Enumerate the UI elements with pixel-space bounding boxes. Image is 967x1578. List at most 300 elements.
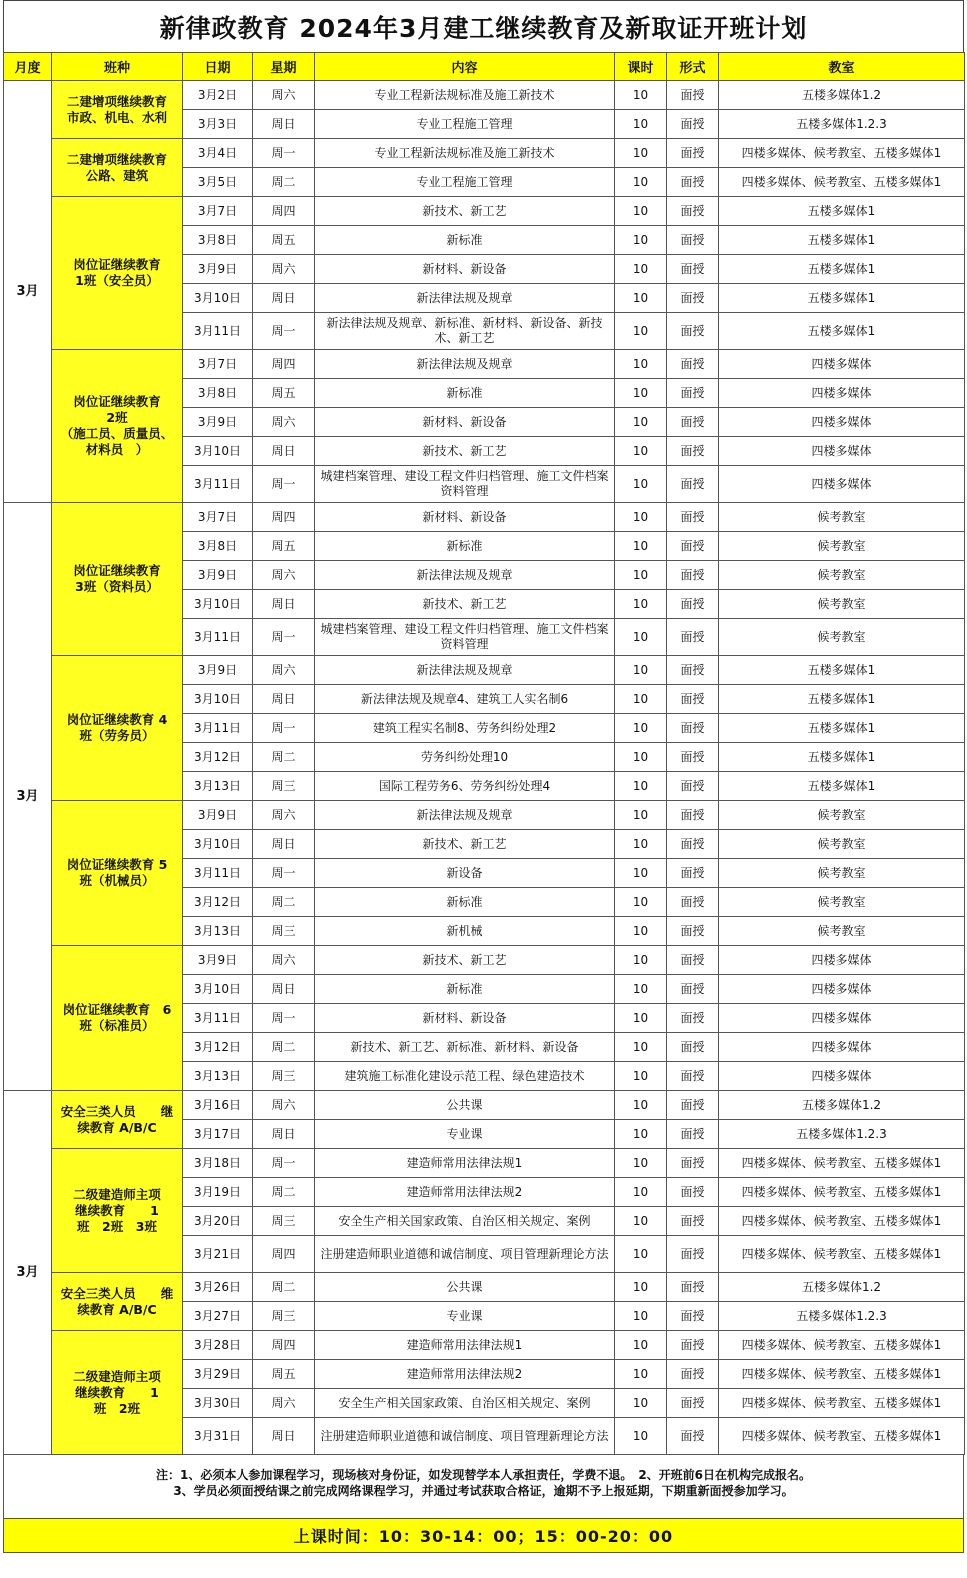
hours-cell: 10 xyxy=(615,1236,667,1273)
date-cell: 3月9日 xyxy=(183,561,253,590)
date-cell: 3月28日 xyxy=(183,1331,253,1360)
format-cell: 面授 xyxy=(667,1033,719,1062)
class-type-cell: 二建增项继续教育 公路、建筑 xyxy=(52,139,183,197)
format-cell: 面授 xyxy=(667,503,719,532)
classroom-cell: 四楼多媒体、候考教室、五楼多媒体1 xyxy=(719,1389,965,1418)
weekday-cell: 周五 xyxy=(253,379,315,408)
weekday-cell: 周二 xyxy=(253,743,315,772)
hours-cell: 10 xyxy=(615,714,667,743)
content-cell: 专业工程施工管理 xyxy=(315,168,615,197)
format-cell: 面授 xyxy=(667,1360,719,1389)
col-header-class: 班种 xyxy=(52,53,183,81)
format-cell: 面授 xyxy=(667,685,719,714)
class-type-cell: 二级建造师主项 继续教育 1 班 2班 xyxy=(52,1331,183,1455)
weekday-cell: 周六 xyxy=(253,255,315,284)
date-cell: 3月12日 xyxy=(183,1033,253,1062)
date-cell: 3月29日 xyxy=(183,1360,253,1389)
hours-cell: 10 xyxy=(615,917,667,946)
date-cell: 3月11日 xyxy=(183,619,253,656)
hours-cell: 10 xyxy=(615,1389,667,1418)
date-cell: 3月9日 xyxy=(183,946,253,975)
date-cell: 3月19日 xyxy=(183,1178,253,1207)
classroom-cell: 候考教室 xyxy=(719,917,965,946)
format-cell: 面授 xyxy=(667,532,719,561)
date-cell: 3月11日 xyxy=(183,313,253,350)
class-type-cell: 岗位证继续教育 1班（安全员） xyxy=(52,197,183,350)
table-row xyxy=(4,1331,965,1360)
content-cell: 新材料、新设备 xyxy=(315,1004,615,1033)
date-cell: 3月10日 xyxy=(183,685,253,714)
col-header-content: 内容 xyxy=(315,53,615,81)
content-cell: 新法律法规及规章、新标准、新材料、新设备、新技术、新工艺 xyxy=(315,313,615,350)
hours-cell: 10 xyxy=(615,197,667,226)
content-cell: 新机械 xyxy=(315,917,615,946)
classroom-cell: 候考教室 xyxy=(719,532,965,561)
classroom-cell: 四楼多媒体、候考教室、五楼多媒体1 xyxy=(719,1360,965,1389)
schedule-page xyxy=(3,0,964,1553)
content-cell: 建造师常用法律法规1 xyxy=(315,1331,615,1360)
format-cell: 面授 xyxy=(667,656,719,685)
format-cell: 面授 xyxy=(667,1062,719,1091)
format-cell: 面授 xyxy=(667,1120,719,1149)
date-cell: 3月9日 xyxy=(183,801,253,830)
date-cell: 3月31日 xyxy=(183,1418,253,1455)
classroom-cell: 四楼多媒体 xyxy=(719,946,965,975)
content-cell: 新材料、新设备 xyxy=(315,255,615,284)
weekday-cell: 周四 xyxy=(253,1236,315,1273)
content-cell: 新技术、新工艺 xyxy=(315,197,615,226)
content-cell: 公共课 xyxy=(315,1091,615,1120)
weekday-cell: 周一 xyxy=(253,619,315,656)
table-row xyxy=(4,1091,965,1120)
class-type-cell: 岗位证继续教育 2班 （施工员、质量员、 材料员 ） xyxy=(52,350,183,503)
date-cell: 3月10日 xyxy=(183,590,253,619)
format-cell: 面授 xyxy=(667,917,719,946)
weekday-cell: 周四 xyxy=(253,503,315,532)
classroom-cell: 四楼多媒体、候考教室、五楼多媒体1 xyxy=(719,1207,965,1236)
date-cell: 3月10日 xyxy=(183,437,253,466)
date-cell: 3月11日 xyxy=(183,1004,253,1033)
content-cell: 新材料、新设备 xyxy=(315,503,615,532)
month-cell: 3月 xyxy=(4,503,52,1091)
weekday-cell: 周六 xyxy=(253,1091,315,1120)
class-type-cell: 安全三类人员 维 续教育 A/B/C xyxy=(52,1273,183,1331)
weekday-cell: 周六 xyxy=(253,656,315,685)
format-cell: 面授 xyxy=(667,801,719,830)
table-row xyxy=(4,801,965,830)
col-header-weekday: 星期 xyxy=(253,53,315,81)
classroom-cell: 候考教室 xyxy=(719,859,965,888)
format-cell: 面授 xyxy=(667,437,719,466)
classroom-cell: 五楼多媒体1.2 xyxy=(719,1273,965,1302)
table-row xyxy=(4,350,965,379)
hours-cell: 10 xyxy=(615,1178,667,1207)
classroom-cell: 四楼多媒体、候考教室、五楼多媒体1 xyxy=(719,1331,965,1360)
content-cell: 新标准 xyxy=(315,379,615,408)
content-cell: 注册建造师职业道德和诚信制度、项目管理新理论方法 xyxy=(315,1418,615,1455)
date-cell: 3月26日 xyxy=(183,1273,253,1302)
date-cell: 3月8日 xyxy=(183,532,253,561)
hours-cell: 10 xyxy=(615,139,667,168)
format-cell: 面授 xyxy=(667,561,719,590)
classroom-cell: 四楼多媒体 xyxy=(719,350,965,379)
format-cell: 面授 xyxy=(667,350,719,379)
weekday-cell: 周五 xyxy=(253,226,315,255)
format-cell: 面授 xyxy=(667,168,719,197)
date-cell: 3月10日 xyxy=(183,830,253,859)
content-cell: 建造师常用法律法规2 xyxy=(315,1178,615,1207)
format-cell: 面授 xyxy=(667,1236,719,1273)
weekday-cell: 周一 xyxy=(253,139,315,168)
classroom-cell: 五楼多媒体1.2.3 xyxy=(719,1120,965,1149)
format-cell: 面授 xyxy=(667,888,719,917)
format-cell: 面授 xyxy=(667,110,719,139)
hours-cell: 10 xyxy=(615,561,667,590)
content-cell: 新技术、新工艺、新标准、新材料、新设备 xyxy=(315,1033,615,1062)
content-cell: 新技术、新工艺 xyxy=(315,590,615,619)
hours-cell: 10 xyxy=(615,685,667,714)
hours-cell: 10 xyxy=(615,1091,667,1120)
content-cell: 新法律法规及规章 xyxy=(315,656,615,685)
format-cell: 面授 xyxy=(667,1149,719,1178)
hours-cell: 10 xyxy=(615,1120,667,1149)
classroom-cell: 候考教室 xyxy=(719,801,965,830)
classroom-cell: 四楼多媒体 xyxy=(719,379,965,408)
class-type-cell: 岗位证继续教育 6 班（标准员） xyxy=(52,946,183,1091)
content-cell: 建筑工程实名制8、劳务纠纷处理2 xyxy=(315,714,615,743)
weekday-cell: 周日 xyxy=(253,975,315,1004)
class-type-cell: 二建增项继续教育 市政、机电、水利 xyxy=(52,81,183,139)
format-cell: 面授 xyxy=(667,81,719,110)
content-cell: 新标准 xyxy=(315,226,615,255)
classroom-cell: 五楼多媒体1 xyxy=(719,772,965,801)
content-cell: 新法律法规及规章 xyxy=(315,801,615,830)
weekday-cell: 周日 xyxy=(253,685,315,714)
classroom-cell: 五楼多媒体1.2 xyxy=(719,1091,965,1120)
table-row xyxy=(4,656,965,685)
content-cell: 专业课 xyxy=(315,1120,615,1149)
class-type-cell: 岗位证继续教育 3班（资料员） xyxy=(52,503,183,656)
date-cell: 3月20日 xyxy=(183,1207,253,1236)
classroom-cell: 四楼多媒体、候考教室、五楼多媒体1 xyxy=(719,1236,965,1273)
format-cell: 面授 xyxy=(667,743,719,772)
weekday-cell: 周一 xyxy=(253,859,315,888)
classroom-cell: 四楼多媒体 xyxy=(719,1062,965,1091)
classroom-cell: 四楼多媒体 xyxy=(719,466,965,503)
table-row xyxy=(4,946,965,975)
hours-cell: 10 xyxy=(615,830,667,859)
format-cell: 面授 xyxy=(667,830,719,859)
content-cell: 新标准 xyxy=(315,532,615,561)
date-cell: 3月9日 xyxy=(183,656,253,685)
table-row xyxy=(4,139,965,168)
weekday-cell: 周一 xyxy=(253,1149,315,1178)
date-cell: 3月11日 xyxy=(183,859,253,888)
weekday-cell: 周四 xyxy=(253,197,315,226)
date-cell: 3月18日 xyxy=(183,1149,253,1178)
hours-cell: 10 xyxy=(615,801,667,830)
format-cell: 面授 xyxy=(667,139,719,168)
table-row xyxy=(4,503,965,532)
note-line-1: 注：1、必须本人参加课程学习，现场核对身份证，如发现替学本人承担责任，学费不退。 2、开班前6日在机构完成报名。 xyxy=(155,1468,812,1482)
date-cell: 3月11日 xyxy=(183,466,253,503)
weekday-cell: 周二 xyxy=(253,1273,315,1302)
format-cell: 面授 xyxy=(667,197,719,226)
hours-cell: 10 xyxy=(615,859,667,888)
classroom-cell: 五楼多媒体1 xyxy=(719,685,965,714)
classroom-cell: 候考教室 xyxy=(719,619,965,656)
hours-cell: 10 xyxy=(615,1062,667,1091)
format-cell: 面授 xyxy=(667,1331,719,1360)
format-cell: 面授 xyxy=(667,714,719,743)
class-type-cell: 岗位证继续教育 5 班（机械员） xyxy=(52,801,183,946)
classroom-cell: 四楼多媒体 xyxy=(719,408,965,437)
weekday-cell: 周三 xyxy=(253,917,315,946)
class-type-cell: 安全三类人员 继 续教育 A/B/C xyxy=(52,1091,183,1149)
date-cell: 3月7日 xyxy=(183,350,253,379)
classroom-cell: 候考教室 xyxy=(719,590,965,619)
hours-cell: 10 xyxy=(615,946,667,975)
classroom-cell: 四楼多媒体、候考教室、五楼多媒体1 xyxy=(719,1178,965,1207)
hours-cell: 10 xyxy=(615,532,667,561)
format-cell: 面授 xyxy=(667,590,719,619)
classroom-cell: 五楼多媒体1 xyxy=(719,743,965,772)
notes-section xyxy=(3,1455,964,1519)
content-cell: 城建档案管理、建设工程文件归档管理、施工文件档案资料管理 xyxy=(315,466,615,503)
date-cell: 3月10日 xyxy=(183,284,253,313)
month-cell: 3月 xyxy=(4,1091,52,1455)
weekday-cell: 周五 xyxy=(253,532,315,561)
hours-cell: 10 xyxy=(615,590,667,619)
header-row xyxy=(4,53,965,81)
content-cell: 新法律法规及规章 xyxy=(315,561,615,590)
classroom-cell: 五楼多媒体1.2 xyxy=(719,81,965,110)
classroom-cell: 五楼多媒体1 xyxy=(719,714,965,743)
weekday-cell: 周三 xyxy=(253,772,315,801)
format-cell: 面授 xyxy=(667,619,719,656)
format-cell: 面授 xyxy=(667,946,719,975)
weekday-cell: 周日 xyxy=(253,437,315,466)
weekday-cell: 周六 xyxy=(253,408,315,437)
col-header-month: 月度 xyxy=(4,53,52,81)
hours-cell: 10 xyxy=(615,168,667,197)
format-cell: 面授 xyxy=(667,379,719,408)
content-cell: 公共课 xyxy=(315,1273,615,1302)
date-cell: 3月7日 xyxy=(183,503,253,532)
classroom-cell: 四楼多媒体 xyxy=(719,437,965,466)
content-cell: 城建档案管理、建设工程文件归档管理、施工文件档案资料管理 xyxy=(315,619,615,656)
table-row xyxy=(4,197,965,226)
format-cell: 面授 xyxy=(667,466,719,503)
content-cell: 新技术、新工艺 xyxy=(315,946,615,975)
content-cell: 新法律法规及规章 xyxy=(315,350,615,379)
date-cell: 3月30日 xyxy=(183,1389,253,1418)
content-cell: 安全生产相关国家政策、自治区相关规定、案例 xyxy=(315,1389,615,1418)
schedule-body xyxy=(4,81,965,1455)
content-cell: 建筑施工标准化建设示范工程、绿色建造技术 xyxy=(315,1062,615,1091)
hours-cell: 10 xyxy=(615,743,667,772)
hours-cell: 10 xyxy=(615,772,667,801)
classroom-cell: 候考教室 xyxy=(719,888,965,917)
classroom-cell: 五楼多媒体1 xyxy=(719,656,965,685)
classroom-cell: 候考教室 xyxy=(719,561,965,590)
page-title: 新律政教育 2024年3月建工继续教育及新取证开班计划 xyxy=(3,0,964,52)
col-header-date: 日期 xyxy=(183,53,253,81)
weekday-cell: 周六 xyxy=(253,801,315,830)
hours-cell: 10 xyxy=(615,1207,667,1236)
weekday-cell: 周三 xyxy=(253,1302,315,1331)
classroom-cell: 四楼多媒体、候考教室、五楼多媒体1 xyxy=(719,1418,965,1455)
hours-cell: 10 xyxy=(615,656,667,685)
format-cell: 面授 xyxy=(667,1207,719,1236)
format-cell: 面授 xyxy=(667,1004,719,1033)
weekday-cell: 周日 xyxy=(253,590,315,619)
format-cell: 面授 xyxy=(667,975,719,1004)
date-cell: 3月16日 xyxy=(183,1091,253,1120)
hours-cell: 10 xyxy=(615,503,667,532)
hours-cell: 10 xyxy=(615,1302,667,1331)
hours-cell: 10 xyxy=(615,255,667,284)
content-cell: 新技术、新工艺 xyxy=(315,437,615,466)
classroom-cell: 五楼多媒体1 xyxy=(719,284,965,313)
date-cell: 3月2日 xyxy=(183,81,253,110)
classroom-cell: 四楼多媒体、候考教室、五楼多媒体1 xyxy=(719,139,965,168)
classroom-cell: 四楼多媒体、候考教室、五楼多媒体1 xyxy=(719,1149,965,1178)
weekday-cell: 周日 xyxy=(253,1418,315,1455)
col-header-hours: 课时 xyxy=(615,53,667,81)
hours-cell: 10 xyxy=(615,1033,667,1062)
classroom-cell: 四楼多媒体、候考教室、五楼多媒体1 xyxy=(719,168,965,197)
date-cell: 3月8日 xyxy=(183,226,253,255)
format-cell: 面授 xyxy=(667,255,719,284)
content-cell: 劳务纠纷处理10 xyxy=(315,743,615,772)
content-cell: 新材料、新设备 xyxy=(315,408,615,437)
hours-cell: 10 xyxy=(615,1418,667,1455)
content-cell: 专业课 xyxy=(315,1302,615,1331)
content-cell: 注册建造师职业道德和诚信制度、项目管理新理论方法 xyxy=(315,1236,615,1273)
date-cell: 3月27日 xyxy=(183,1302,253,1331)
date-cell: 3月10日 xyxy=(183,975,253,1004)
classroom-cell: 候考教室 xyxy=(719,503,965,532)
date-cell: 3月17日 xyxy=(183,1120,253,1149)
month-cell: 3月 xyxy=(4,81,52,503)
hours-cell: 10 xyxy=(615,81,667,110)
col-header-classroom: 教室 xyxy=(719,53,965,81)
weekday-cell: 周日 xyxy=(253,110,315,139)
weekday-cell: 周一 xyxy=(253,313,315,350)
hours-cell: 10 xyxy=(615,284,667,313)
classroom-cell: 五楼多媒体1 xyxy=(719,197,965,226)
hours-cell: 10 xyxy=(615,313,667,350)
weekday-cell: 周四 xyxy=(253,1331,315,1360)
hours-cell: 10 xyxy=(615,437,667,466)
hours-cell: 10 xyxy=(615,1149,667,1178)
weekday-cell: 周日 xyxy=(253,830,315,859)
date-cell: 3月13日 xyxy=(183,1062,253,1091)
format-cell: 面授 xyxy=(667,1178,719,1207)
hours-cell: 10 xyxy=(615,379,667,408)
date-cell: 3月11日 xyxy=(183,714,253,743)
classroom-cell: 五楼多媒体1 xyxy=(719,255,965,284)
content-cell: 新标准 xyxy=(315,975,615,1004)
classroom-cell: 五楼多媒体1 xyxy=(719,313,965,350)
hours-cell: 10 xyxy=(615,888,667,917)
format-cell: 面授 xyxy=(667,1273,719,1302)
content-cell: 新标准 xyxy=(315,888,615,917)
hours-cell: 10 xyxy=(615,1360,667,1389)
hours-cell: 10 xyxy=(615,226,667,255)
hours-cell: 10 xyxy=(615,1331,667,1360)
classroom-cell: 五楼多媒体1.2.3 xyxy=(719,1302,965,1331)
weekday-cell: 周六 xyxy=(253,946,315,975)
content-cell: 专业工程新法规标准及施工新技术 xyxy=(315,139,615,168)
classroom-cell: 四楼多媒体 xyxy=(719,1033,965,1062)
format-cell: 面授 xyxy=(667,859,719,888)
classroom-cell: 候考教室 xyxy=(719,830,965,859)
content-cell: 新法律法规及规章 xyxy=(315,284,615,313)
date-cell: 3月3日 xyxy=(183,110,253,139)
content-cell: 建造师常用法律法规2 xyxy=(315,1360,615,1389)
date-cell: 3月9日 xyxy=(183,408,253,437)
content-cell: 安全生产相关国家政策、自治区相关规定、案例 xyxy=(315,1207,615,1236)
hours-cell: 10 xyxy=(615,110,667,139)
weekday-cell: 周一 xyxy=(253,714,315,743)
hours-cell: 10 xyxy=(615,1273,667,1302)
hours-cell: 10 xyxy=(615,619,667,656)
format-cell: 面授 xyxy=(667,284,719,313)
content-cell: 新法律法规及规章4、建筑工人实名制6 xyxy=(315,685,615,714)
date-cell: 3月8日 xyxy=(183,379,253,408)
weekday-cell: 周六 xyxy=(253,81,315,110)
hours-cell: 10 xyxy=(615,466,667,503)
classroom-cell: 五楼多媒体1.2.3 xyxy=(719,110,965,139)
date-cell: 3月7日 xyxy=(183,197,253,226)
content-cell: 新技术、新工艺 xyxy=(315,830,615,859)
weekday-cell: 周四 xyxy=(253,350,315,379)
weekday-cell: 周三 xyxy=(253,1062,315,1091)
class-type-cell: 岗位证继续教育 4 班（劳务员） xyxy=(52,656,183,801)
weekday-cell: 周二 xyxy=(253,1178,315,1207)
classroom-cell: 四楼多媒体 xyxy=(719,1004,965,1033)
classroom-cell: 四楼多媒体 xyxy=(719,975,965,1004)
format-cell: 面授 xyxy=(667,1091,719,1120)
weekday-cell: 周二 xyxy=(253,168,315,197)
weekday-cell: 周一 xyxy=(253,1004,315,1033)
hours-cell: 10 xyxy=(615,408,667,437)
classroom-cell: 五楼多媒体1 xyxy=(719,226,965,255)
weekday-cell: 周二 xyxy=(253,1033,315,1062)
class-type-cell: 二级建造师主项 继续教育 1 班 2班 3班 xyxy=(52,1149,183,1273)
format-cell: 面授 xyxy=(667,408,719,437)
format-cell: 面授 xyxy=(667,313,719,350)
content-cell: 专业工程新法规标准及施工新技术 xyxy=(315,81,615,110)
table-row xyxy=(4,1273,965,1302)
weekday-cell: 周日 xyxy=(253,1120,315,1149)
weekday-cell: 周二 xyxy=(253,888,315,917)
weekday-cell: 周日 xyxy=(253,284,315,313)
date-cell: 3月13日 xyxy=(183,917,253,946)
content-cell: 专业工程施工管理 xyxy=(315,110,615,139)
hours-cell: 10 xyxy=(615,1004,667,1033)
hours-cell: 10 xyxy=(615,975,667,1004)
content-cell: 国际工程劳务6、劳务纠纷处理4 xyxy=(315,772,615,801)
date-cell: 3月9日 xyxy=(183,255,253,284)
class-time-banner: 上课时间：10：30-14：00；15：00-20：00 xyxy=(3,1519,964,1553)
date-cell: 3月21日 xyxy=(183,1236,253,1273)
format-cell: 面授 xyxy=(667,226,719,255)
weekday-cell: 周六 xyxy=(253,561,315,590)
date-cell: 3月4日 xyxy=(183,139,253,168)
